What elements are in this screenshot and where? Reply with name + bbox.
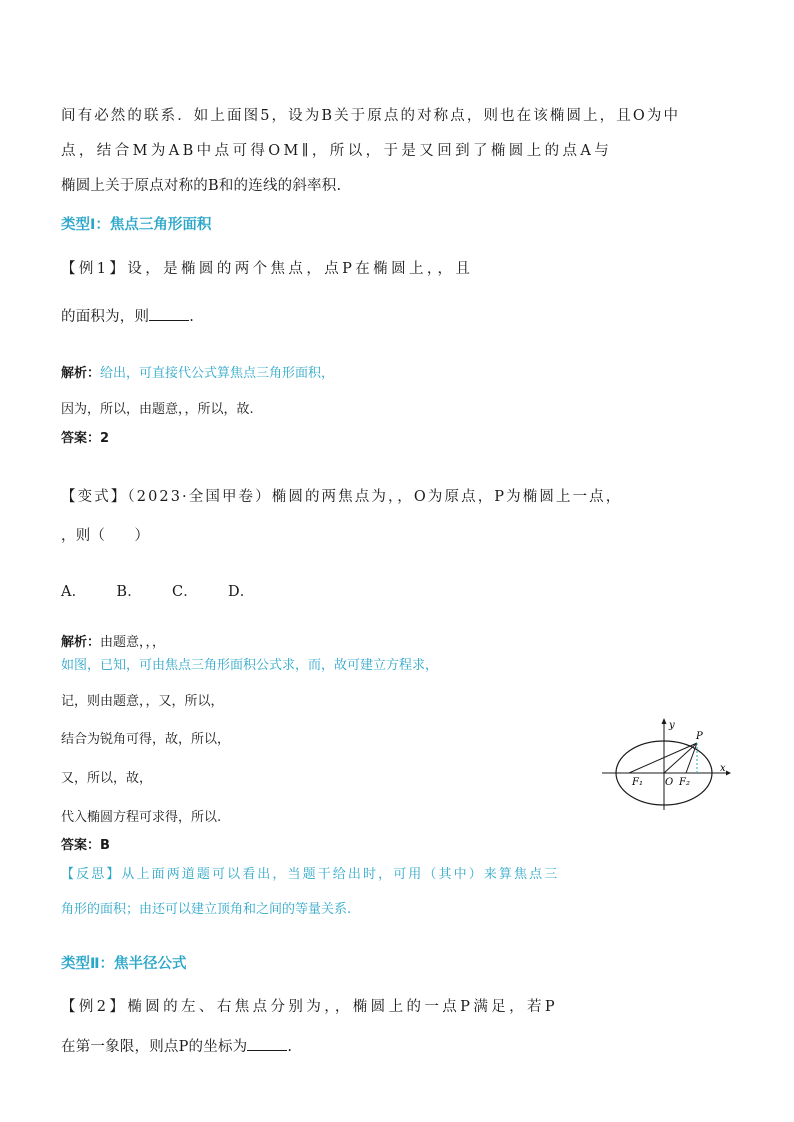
paragraph-line-3: 椭圆上关于原点对称的B和的连线的斜率积. (61, 178, 342, 194)
type1-heading: 类型Ⅰ：焦点三角形面积 (61, 217, 212, 233)
segment-po (664, 743, 697, 773)
example1-line-1: 【例1】设，是椭圆的两个焦点，点P在椭圆上，，且 (61, 261, 474, 277)
option-a[interactable]: A． (61, 584, 87, 600)
segment-pf1 (629, 743, 697, 773)
solution2-line-1 (61, 631, 165, 650)
solution2-line-3: 记，则由题意，，又，所以， (61, 694, 224, 709)
example2-text: 在第一象限，则点P的坐标为 (61, 1039, 248, 1055)
example2-line-1: 【例2】椭圆的左、右焦点分别为，，椭圆上的一点P满足，若P (61, 999, 559, 1015)
solution2-line-5: 又，所以，故， (61, 771, 153, 786)
solution1-answer: 答案：2 (61, 431, 110, 446)
example1-period: . (189, 309, 195, 325)
solution2-label: 解析： (61, 635, 101, 650)
label-p: P (696, 731, 703, 742)
label-y: y (669, 720, 675, 731)
paragraph-line-2: 点，结合M为AB中点可得OM∥，所以，于是又回到了椭圆上的点A与 (61, 143, 613, 159)
label-f2: F₂ (679, 777, 690, 788)
solution1-label: 解析： (61, 366, 101, 381)
label-o: O (665, 777, 674, 788)
answer-blank (149, 308, 189, 321)
option-b[interactable]: B． (116, 584, 142, 600)
solution1-line-2: 因为，所以，由题意，，所以，故. (61, 402, 254, 417)
example1-line-2 (61, 305, 194, 326)
variant-options (61, 580, 284, 601)
solution2-line-4: 结合为锐角可得，故，所以， (61, 732, 231, 747)
solution2-answer: 答案：B (61, 838, 110, 853)
label-f1: F₁ (632, 777, 643, 788)
y-axis-arrow (662, 718, 667, 724)
option-c[interactable]: C． (171, 584, 198, 600)
reflection-line-2: 角形的面积；由还可以建立顶角和之间的等量关系. (61, 902, 352, 917)
example2-period: . (287, 1039, 293, 1055)
x-axis-arrow (726, 771, 731, 776)
paragraph-line-1: 间有必然的联系．如上面图5，设为B关于原点的对称点，则也在该椭圆上，且O为中 (61, 108, 681, 124)
variant-line-2: ，则（ ） (61, 528, 150, 544)
answer-blank-2 (247, 1038, 287, 1051)
solution2-line-6: 代入椭圆方程可求得，所以. (61, 810, 222, 825)
solution1-hint: 给出，可直接代公式算焦点三角形面积， (100, 366, 335, 381)
solution2-line1-rest: 由题意，，， (100, 635, 166, 650)
ellipse-focal-triangle-diagram (598, 716, 732, 812)
reflection-line-1: 【反思】从上面两道题可以看出，当题干给出时，可用（其中）来算焦点三 (61, 867, 560, 882)
example1-text: 的面积为，则 (61, 309, 150, 325)
variant-line-1: 【变式】（2023·全国甲卷）椭圆的两焦点为，，O为原点，P为椭圆上一点， (61, 489, 623, 505)
option-d[interactable]: D． (227, 584, 255, 600)
solution2-hint: 如图，已知，可由焦点三角形面积公式求，而，故可建立方程求， (61, 658, 439, 673)
example2-line-2 (61, 1035, 292, 1056)
label-x: x (720, 763, 726, 774)
type2-heading: 类型Ⅱ：焦半径公式 (61, 956, 187, 972)
solution1-line-1 (61, 362, 334, 381)
